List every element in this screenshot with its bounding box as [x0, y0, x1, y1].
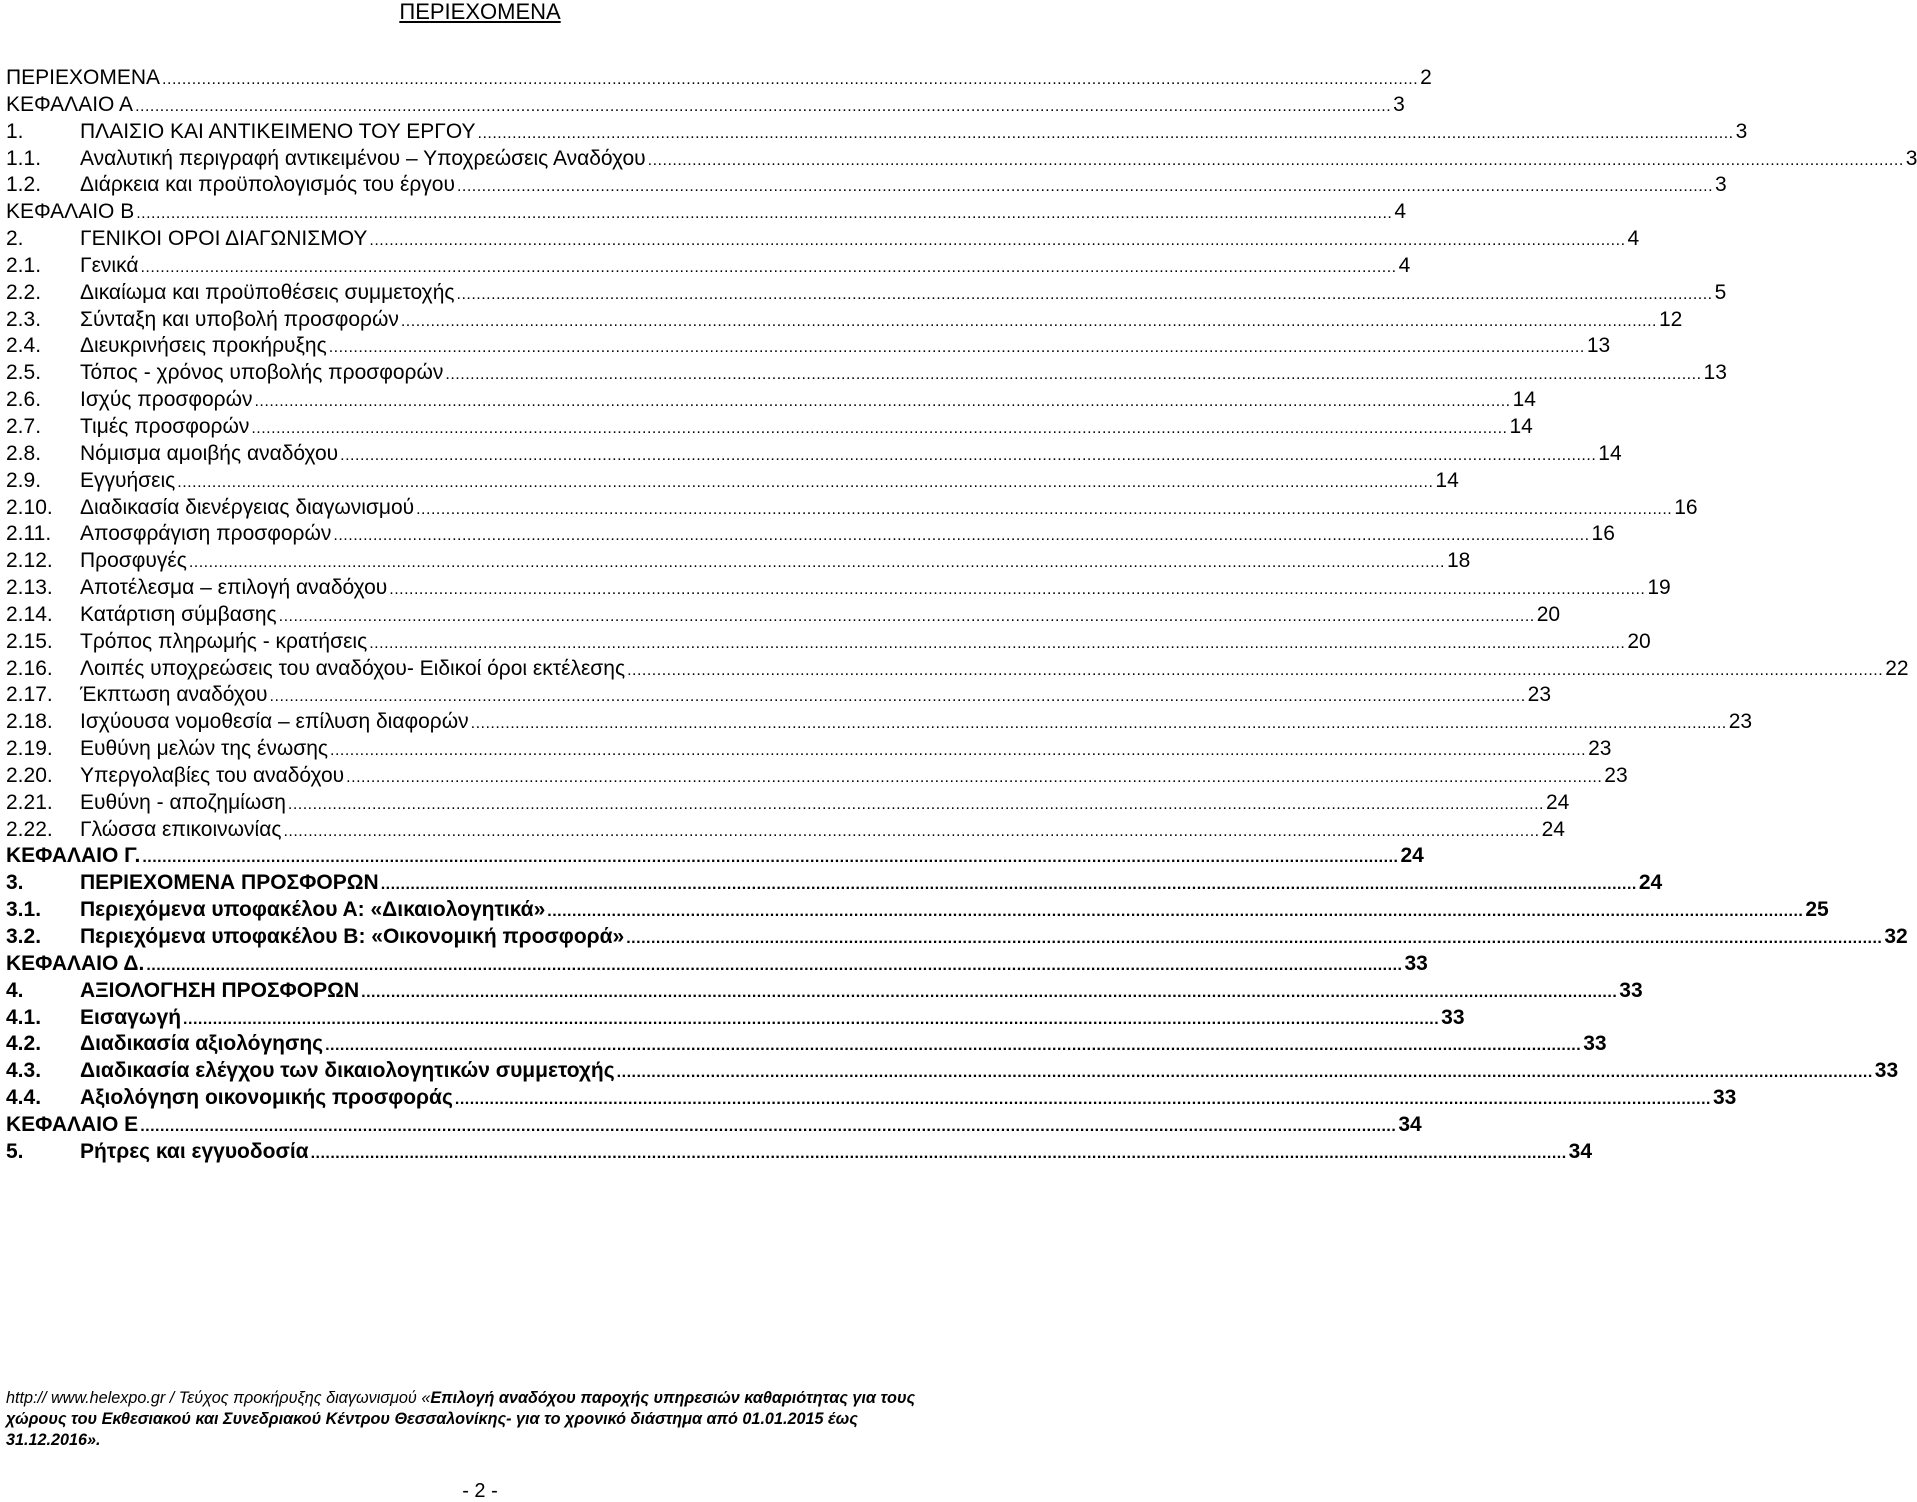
toc-entry-page: 14 [1435, 468, 1459, 492]
toc-entry-label: Ευθύνη μελών της ένωσης [80, 737, 328, 761]
toc-entry[interactable] [6, 709, 1753, 736]
toc-entry-page: 23 [1728, 710, 1753, 734]
toc-entry[interactable] [6, 495, 1698, 522]
toc-entry[interactable] [6, 817, 1565, 844]
toc-entry-label: Τόπος - χρόνος υποβολής προσφορών [80, 361, 444, 385]
toc-leader-dots [478, 121, 1734, 147]
toc-entry[interactable] [6, 226, 1640, 253]
toc-entry-number: 2.3. [6, 307, 42, 331]
toc-entry[interactable] [6, 92, 1405, 119]
toc-entry-label: Ισχύς προσφορών [80, 388, 253, 412]
toc-entry-page: 3 [1393, 92, 1405, 116]
toc-entry-number: 2.6. [6, 388, 42, 412]
toc-entry-page: 34 [1568, 1139, 1593, 1163]
toc-entry[interactable] [6, 763, 1628, 790]
toc-entry-number: 2.20. [6, 763, 53, 787]
toc-entry-label: Αποσφράγιση προσφορών [80, 522, 332, 546]
toc-entry-page: 18 [1446, 549, 1471, 573]
toc-leader-dots [627, 658, 1883, 684]
toc-entry-number: 2.17. [6, 683, 53, 707]
toc-entry-number: 1.2. [6, 173, 42, 197]
toc-entry-number: 2.5. [6, 361, 42, 385]
toc-entry[interactable] [6, 924, 1908, 951]
toc-entry-page: 16 [1591, 522, 1615, 546]
toc-entry-number: 2.18. [6, 710, 53, 734]
toc-entry[interactable] [6, 548, 1471, 575]
toc-entry-label: Προσφυγές [80, 549, 187, 573]
toc-entry[interactable] [6, 441, 1622, 468]
toc-leader-dots [279, 604, 1535, 630]
toc-entry-number: 2.2. [6, 280, 42, 304]
toc-entry[interactable] [6, 897, 1829, 924]
toc-leader-dots [416, 497, 1672, 523]
toc-entry[interactable] [6, 333, 1611, 360]
toc-entry-page: 14 [1512, 388, 1536, 412]
toc-entry-number: 4.2. [6, 1032, 42, 1056]
toc-entry-label: Λοιπές υποχρεώσεις του αναδόχου- Ειδικοί όροι εκτέλεσης [80, 656, 626, 680]
toc-leader-dots [325, 1033, 1581, 1059]
toc-entry-label: Περιεχόμενα υποφακέλου Β: «Οικονομική προσφορά» [80, 925, 625, 948]
toc-entry-number: 2.1. [6, 253, 42, 277]
toc-leader-dots [361, 980, 1617, 1006]
toc-entry-page: 23 [1604, 763, 1628, 787]
toc-entry-label: ΚΕΦΑΛΑΙΟ Γ. [6, 844, 141, 868]
toc-entry-label: Νόμισμα αμοιβής αναδόχου [80, 441, 339, 465]
toc-leader-dots [135, 94, 1391, 120]
footer-project-title: Επιλογή αναδόχου παροχής υπηρεσιών καθαριότητας για τους χώρους του Εκθεσιακού και Συνεδριακού Κέντρου Θεσσαλονίκης- για το χρονικό διάστημα από 01.01.2015 έως 31.12.2016». [6, 1389, 916, 1449]
toc-entry-number: 2.8. [6, 441, 42, 465]
toc-entry[interactable] [6, 307, 1683, 334]
toc-leader-dots [626, 926, 1882, 952]
toc-entry[interactable] [6, 1058, 1899, 1085]
toc-entry-page: 12 [1658, 307, 1683, 331]
toc-entry-page: 3 [1715, 173, 1727, 197]
toc-entry-label: Υπεργολαβίες του αναδόχου [80, 763, 345, 787]
toc-entry-page: 5 [1714, 280, 1727, 304]
toc-leader-dots [283, 819, 1539, 845]
toc-entry-label: ΑΞΙΟΛΟΓΗΣΗ ΠΡΟΣΦΟΡΩΝ [80, 978, 360, 1002]
toc-entry-number: 2.10. [6, 495, 53, 519]
toc-leader-dots [251, 416, 1507, 442]
toc-entry-label: ΠΛΑΙΣΙΟ ΚΑΙ ΑΝΤΙΚΕΙΜΕΝΟ ΤΟΥ ΕΡΓΟΥ [80, 119, 476, 143]
toc-entry-page: 13 [1703, 361, 1727, 385]
page-title: ΠΕΡΙΕΧΟΜΕΝΑ [399, 0, 561, 24]
toc-entry-label: Εισαγωγή [80, 1005, 182, 1029]
toc-entry-page: 3 [1905, 146, 1917, 170]
toc-entry-page: 4 [1394, 200, 1407, 224]
toc-entry-number: 2.14. [6, 602, 53, 626]
toc-leader-dots [162, 67, 1418, 93]
toc-leader-dots [270, 684, 1526, 710]
toc-entry-number: 1.1. [6, 146, 42, 170]
toc-entry[interactable] [6, 1005, 1465, 1032]
toc-entry-page: 20 [1536, 602, 1561, 626]
toc-entry[interactable] [6, 146, 1917, 173]
toc-leader-dots [311, 1141, 1567, 1167]
toc-entry-number: 2.19. [6, 737, 53, 761]
toc-entry-label: ΓΕΝΙΚΟΙ ΟΡΟΙ ΔΙΑΓΩΝΙΣΜΟΥ [80, 227, 368, 251]
toc-leader-dots [547, 899, 1803, 925]
toc-entry-page: 23 [1588, 737, 1612, 761]
toc-leader-dots [183, 1007, 1439, 1033]
toc-entry-page: 33 [1583, 1032, 1607, 1056]
toc-leader-dots [254, 389, 1510, 415]
toc-entry-label: Ρήτρες και εγγυοδοσία [80, 1139, 309, 1163]
toc-leader-dots [346, 765, 1602, 791]
toc-leader-dots [340, 443, 1596, 469]
toc-entry-label: ΚΕΦΑΛΑΙΟ Α [6, 92, 134, 116]
toc-entry[interactable] [6, 280, 1727, 307]
toc-leader-dots [329, 335, 1585, 361]
toc-entry-page: 16 [1674, 495, 1698, 519]
toc-entry-label: ΚΕΦΑΛΑΙΟ Ε [6, 1112, 139, 1136]
toc-entry-number: 4.4. [6, 1086, 42, 1110]
toc-entry-number: 2.16. [6, 656, 53, 680]
toc-leader-dots [457, 282, 1713, 308]
toc-entry[interactable] [6, 414, 1533, 441]
toc-entry-label: Διευκρινήσεις προκήρυξης [80, 334, 327, 358]
toc-entry-label: Γλώσσα επικοινωνίας [80, 817, 282, 841]
toc-entry-label: Έκπτωση αναδόχου [80, 683, 268, 707]
toc-entry-page: 33 [1713, 1086, 1737, 1110]
toc-entry-label: Διαδικασία διενέργειας διαγωνισμού [80, 495, 415, 519]
toc-entry-label: ΠΕΡΙΕΧΟΜΕΝΑ [6, 66, 161, 89]
toc-entry-page: 2 [1420, 66, 1432, 89]
toc-entry-number: 4.3. [6, 1059, 42, 1083]
toc-entry-label: Αξιολόγηση οικονομικής προσφοράς [80, 1086, 453, 1110]
toc-entry-page: 13 [1586, 334, 1611, 358]
toc-entry-number: 2.11. [6, 522, 52, 546]
toc-entry-number: 1. [6, 119, 24, 143]
toc-entry-page: 24 [1541, 817, 1565, 841]
toc-entry[interactable] [6, 682, 1552, 709]
toc-entry[interactable] [6, 172, 1727, 199]
toc-entry-label: Διάρκεια και προϋπολογισμός του έργου [80, 173, 455, 197]
toc-entry[interactable] [6, 65, 1432, 92]
toc-leader-dots [146, 953, 1402, 979]
toc-leader-dots [457, 174, 1713, 200]
toc-entry-label: Τρόπος πληρωμής - κρατήσεις [80, 629, 368, 653]
toc-leader-dots [288, 792, 1544, 818]
toc-entry-number: 3.1. [6, 898, 42, 922]
toc-leader-dots [401, 309, 1657, 335]
toc-entry-number: 3.2. [6, 925, 42, 948]
toc-entry-page: 33 [1404, 951, 1428, 975]
document-footer [6, 1388, 956, 1451]
toc-entry-page: 24 [1638, 871, 1663, 895]
toc-entry-page: 4 [1627, 227, 1640, 251]
toc-entry[interactable] [6, 1031, 1607, 1058]
toc-entry-label: Αναλυτική περιγραφή αντικειμένου – Υποχρεώσεις Αναδόχου [80, 146, 646, 170]
toc-entry-number: 5. [6, 1139, 24, 1163]
table-of-contents [6, 65, 1917, 1166]
toc-entry[interactable] [6, 575, 1671, 602]
toc-entry-label: Σύνταξη και υποβολή προσφορών [80, 307, 399, 331]
toc-entry-page: 20 [1627, 629, 1651, 653]
toc-entry-number: 2.15. [6, 629, 53, 653]
toc-entry-label: Ευθύνη - αποζημίωση [80, 790, 286, 814]
toc-entry-number: 2.12. [6, 549, 53, 573]
toc-entry-page: 19 [1647, 576, 1671, 600]
toc-entry[interactable] [6, 656, 1909, 683]
toc-entry[interactable] [6, 468, 1459, 495]
toc-entry[interactable] [6, 951, 1428, 978]
toc-entry-label: Διαδικασία ελέγχου των δικαιολογητικών συμμετοχής [80, 1059, 615, 1083]
toc-leader-dots [381, 872, 1637, 898]
toc-leader-dots [617, 1060, 1873, 1086]
toc-leader-dots [389, 577, 1645, 603]
toc-entry[interactable] [6, 521, 1615, 548]
toc-entry-label: Γενικά [80, 253, 139, 277]
toc-entry-page: 24 [1545, 790, 1570, 814]
toc-entry-page: 23 [1527, 683, 1552, 707]
toc-entry-label: Κατάρτιση σύμβασης [80, 602, 277, 626]
toc-entry-label: Τιμές προσφορών [80, 414, 250, 438]
toc-entry[interactable] [6, 870, 1663, 897]
toc-leader-dots [136, 201, 1392, 227]
toc-entry-number: 2.13. [6, 576, 53, 600]
toc-entry-label: Εγγυήσεις [80, 468, 176, 492]
toc-leader-dots [369, 631, 1625, 657]
toc-entry-label: Ισχύουσα νομοθεσία – επίλυση διαφορών [80, 710, 469, 734]
toc-entry-page: 3 [1735, 119, 1748, 143]
toc-entry[interactable] [6, 387, 1536, 414]
toc-entry-label: ΚΕΦΑΛΑΙΟ Β [6, 200, 135, 224]
toc-entry-number: 2.22. [6, 817, 53, 841]
toc-entry[interactable] [6, 843, 1424, 870]
toc-entry-page: 32 [1884, 925, 1908, 948]
toc-entry-number: 4.1. [6, 1005, 42, 1029]
toc-leader-dots [648, 148, 1904, 174]
toc-entry[interactable] [6, 629, 1651, 656]
toc-leader-dots [369, 228, 1625, 254]
toc-leader-dots [142, 845, 1398, 871]
toc-entry-page: 33 [1619, 978, 1643, 1002]
footer-source: http:// www.helexpo.gr / Τεύχος προκήρυξης διαγωνισμού « [6, 1389, 431, 1407]
toc-entry[interactable] [6, 360, 1727, 387]
toc-entry[interactable] [6, 602, 1561, 629]
toc-entry-label: Διαδικασία αξιολόγησης [80, 1032, 324, 1056]
toc-leader-dots [140, 1114, 1396, 1140]
toc-entry[interactable] [6, 119, 1748, 146]
toc-entry[interactable] [6, 1085, 1737, 1112]
toc-entry-label: ΠΕΡΙΕΧΟΜΕΝΑ ΠΡΟΣΦΟΡΩΝ [80, 871, 379, 895]
toc-entry-number: 2. [6, 227, 24, 251]
toc-entry-label: Περιεχόμενα υποφακέλου Α: «Δικαιολογητικά» [80, 898, 546, 922]
toc-entry-label: Δικαίωμα και προϋποθέσεις συμμετοχής [80, 280, 455, 304]
toc-entry-number: 2.4. [6, 334, 42, 358]
toc-entry-page: 24 [1400, 844, 1424, 868]
toc-entry-page: 14 [1598, 441, 1622, 465]
toc-entry-number: 2.21. [6, 790, 53, 814]
toc-leader-dots [445, 362, 1701, 388]
toc-entry[interactable] [6, 1139, 1593, 1166]
toc-entry-number: 2.9. [6, 468, 42, 492]
toc-entry[interactable] [6, 978, 1643, 1005]
toc-entry-page: 22 [1885, 656, 1909, 680]
toc-leader-dots [330, 738, 1586, 764]
toc-entry-page: 33 [1874, 1059, 1899, 1083]
toc-entry-label: Αποτέλεσμα – επιλογή αναδόχου [80, 576, 388, 600]
toc-entry[interactable] [6, 253, 1411, 280]
toc-entry-page: 33 [1441, 1005, 1465, 1029]
toc-entry-number: 3. [6, 871, 24, 895]
toc-leader-dots [333, 523, 1589, 549]
toc-leader-dots [140, 255, 1396, 281]
toc-entry-page: 4 [1398, 253, 1411, 277]
page-number: - 2 - [462, 1480, 498, 1502]
toc-entry-number: 2.7. [6, 414, 42, 438]
toc-entry-page: 14 [1509, 414, 1533, 438]
toc-entry[interactable] [6, 199, 1407, 226]
toc-entry[interactable] [6, 736, 1612, 763]
toc-entry-page: 25 [1805, 898, 1829, 922]
toc-leader-dots [189, 550, 1445, 576]
toc-leader-dots [471, 711, 1727, 737]
toc-entry-number: 4. [6, 978, 24, 1002]
toc-entry[interactable] [6, 1112, 1422, 1139]
toc-entry-label: ΚΕΦΑΛΑΙΟ Δ. [6, 951, 145, 975]
toc-leader-dots [455, 1087, 1711, 1113]
toc-entry[interactable] [6, 790, 1570, 817]
toc-leader-dots [177, 470, 1433, 496]
toc-entry-page: 34 [1398, 1112, 1422, 1136]
